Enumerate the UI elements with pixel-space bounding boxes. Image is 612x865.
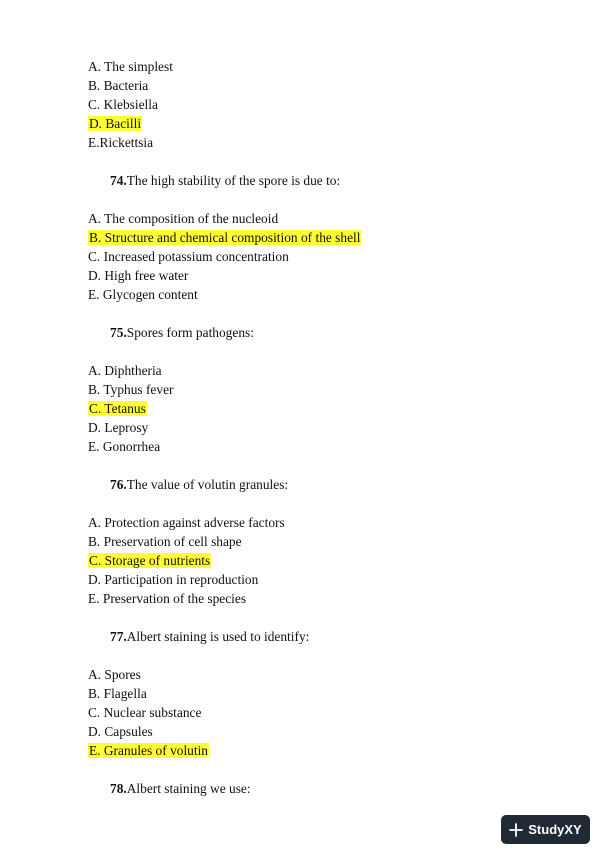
- question-77: [110, 629, 309, 645]
- question-number: 76.: [110, 477, 127, 492]
- question-number: 77.: [110, 629, 127, 644]
- question-number: 74.: [110, 173, 127, 188]
- question-number: 75.: [110, 325, 127, 340]
- answer-highlight: E. Granules of volutin: [89, 743, 209, 758]
- q73-option-c: C. Klebsiella: [88, 97, 158, 112]
- q74-option-e: E. Glycogen content: [88, 287, 198, 302]
- q77-option-c: C. Nuclear substance: [88, 705, 202, 720]
- q75-option-c-answer: [88, 401, 147, 417]
- studyxy-badge[interactable]: [501, 815, 590, 844]
- q73-option-b: B. Bacteria: [88, 78, 149, 93]
- q74-option-a: A. The composition of the nucleoid: [88, 211, 279, 226]
- badge-label: StudyXY: [528, 822, 582, 837]
- q73-option-a: A. The simplest: [88, 59, 173, 74]
- q73-option-e: E.Rickettsia: [88, 135, 154, 150]
- q77-option-b: B. Flagella: [88, 686, 147, 701]
- q74-option-b-answer: [88, 230, 361, 246]
- question-text: Albert staining is used to identify:: [126, 629, 310, 644]
- question-text: The high stability of the spore is due to:: [126, 173, 341, 188]
- answer-highlight: C. Storage of nutrients: [89, 553, 211, 568]
- answer-highlight: B. Structure and chemical composition of the shell: [89, 230, 361, 245]
- answer-highlight: C. Tetanus: [89, 401, 146, 416]
- question-text: Albert staining we use:: [126, 781, 251, 796]
- q76-option-d: D. Participation in reproduction: [88, 572, 259, 587]
- q75-option-a: A. Diphtheria: [88, 363, 162, 378]
- q77-option-a: A. Spores: [88, 667, 141, 682]
- q74-option-c: C. Increased potassium concentration: [88, 249, 289, 264]
- q76-option-e: E. Preservation of the species: [88, 591, 247, 606]
- q76-option-b: B. Preservation of cell shape: [88, 534, 242, 549]
- q75-option-d: D. Leprosy: [88, 420, 149, 435]
- q77-option-d: D. Capsules: [88, 724, 153, 739]
- q74-option-d: D. High free water: [88, 268, 189, 283]
- question-text: Spores form pathogens:: [126, 325, 254, 340]
- q75-option-b: B. Typhus fever: [88, 382, 174, 397]
- q73-option-d-answer: [88, 116, 142, 132]
- question-76: [110, 477, 288, 493]
- question-number: 78.: [110, 781, 127, 796]
- q76-option-c-answer: [88, 553, 211, 569]
- question-74: [110, 173, 340, 189]
- question-78: [110, 781, 251, 797]
- q77-option-e-answer: [88, 743, 209, 759]
- plus-icon: [509, 823, 523, 837]
- question-75: [110, 325, 254, 341]
- q76-option-a: A. Protection against adverse factors: [88, 515, 285, 530]
- q75-option-e: E. Gonorrhea: [88, 439, 161, 454]
- answer-highlight: D. Bacilli: [89, 116, 142, 131]
- question-text: The value of volutin granules:: [126, 477, 289, 492]
